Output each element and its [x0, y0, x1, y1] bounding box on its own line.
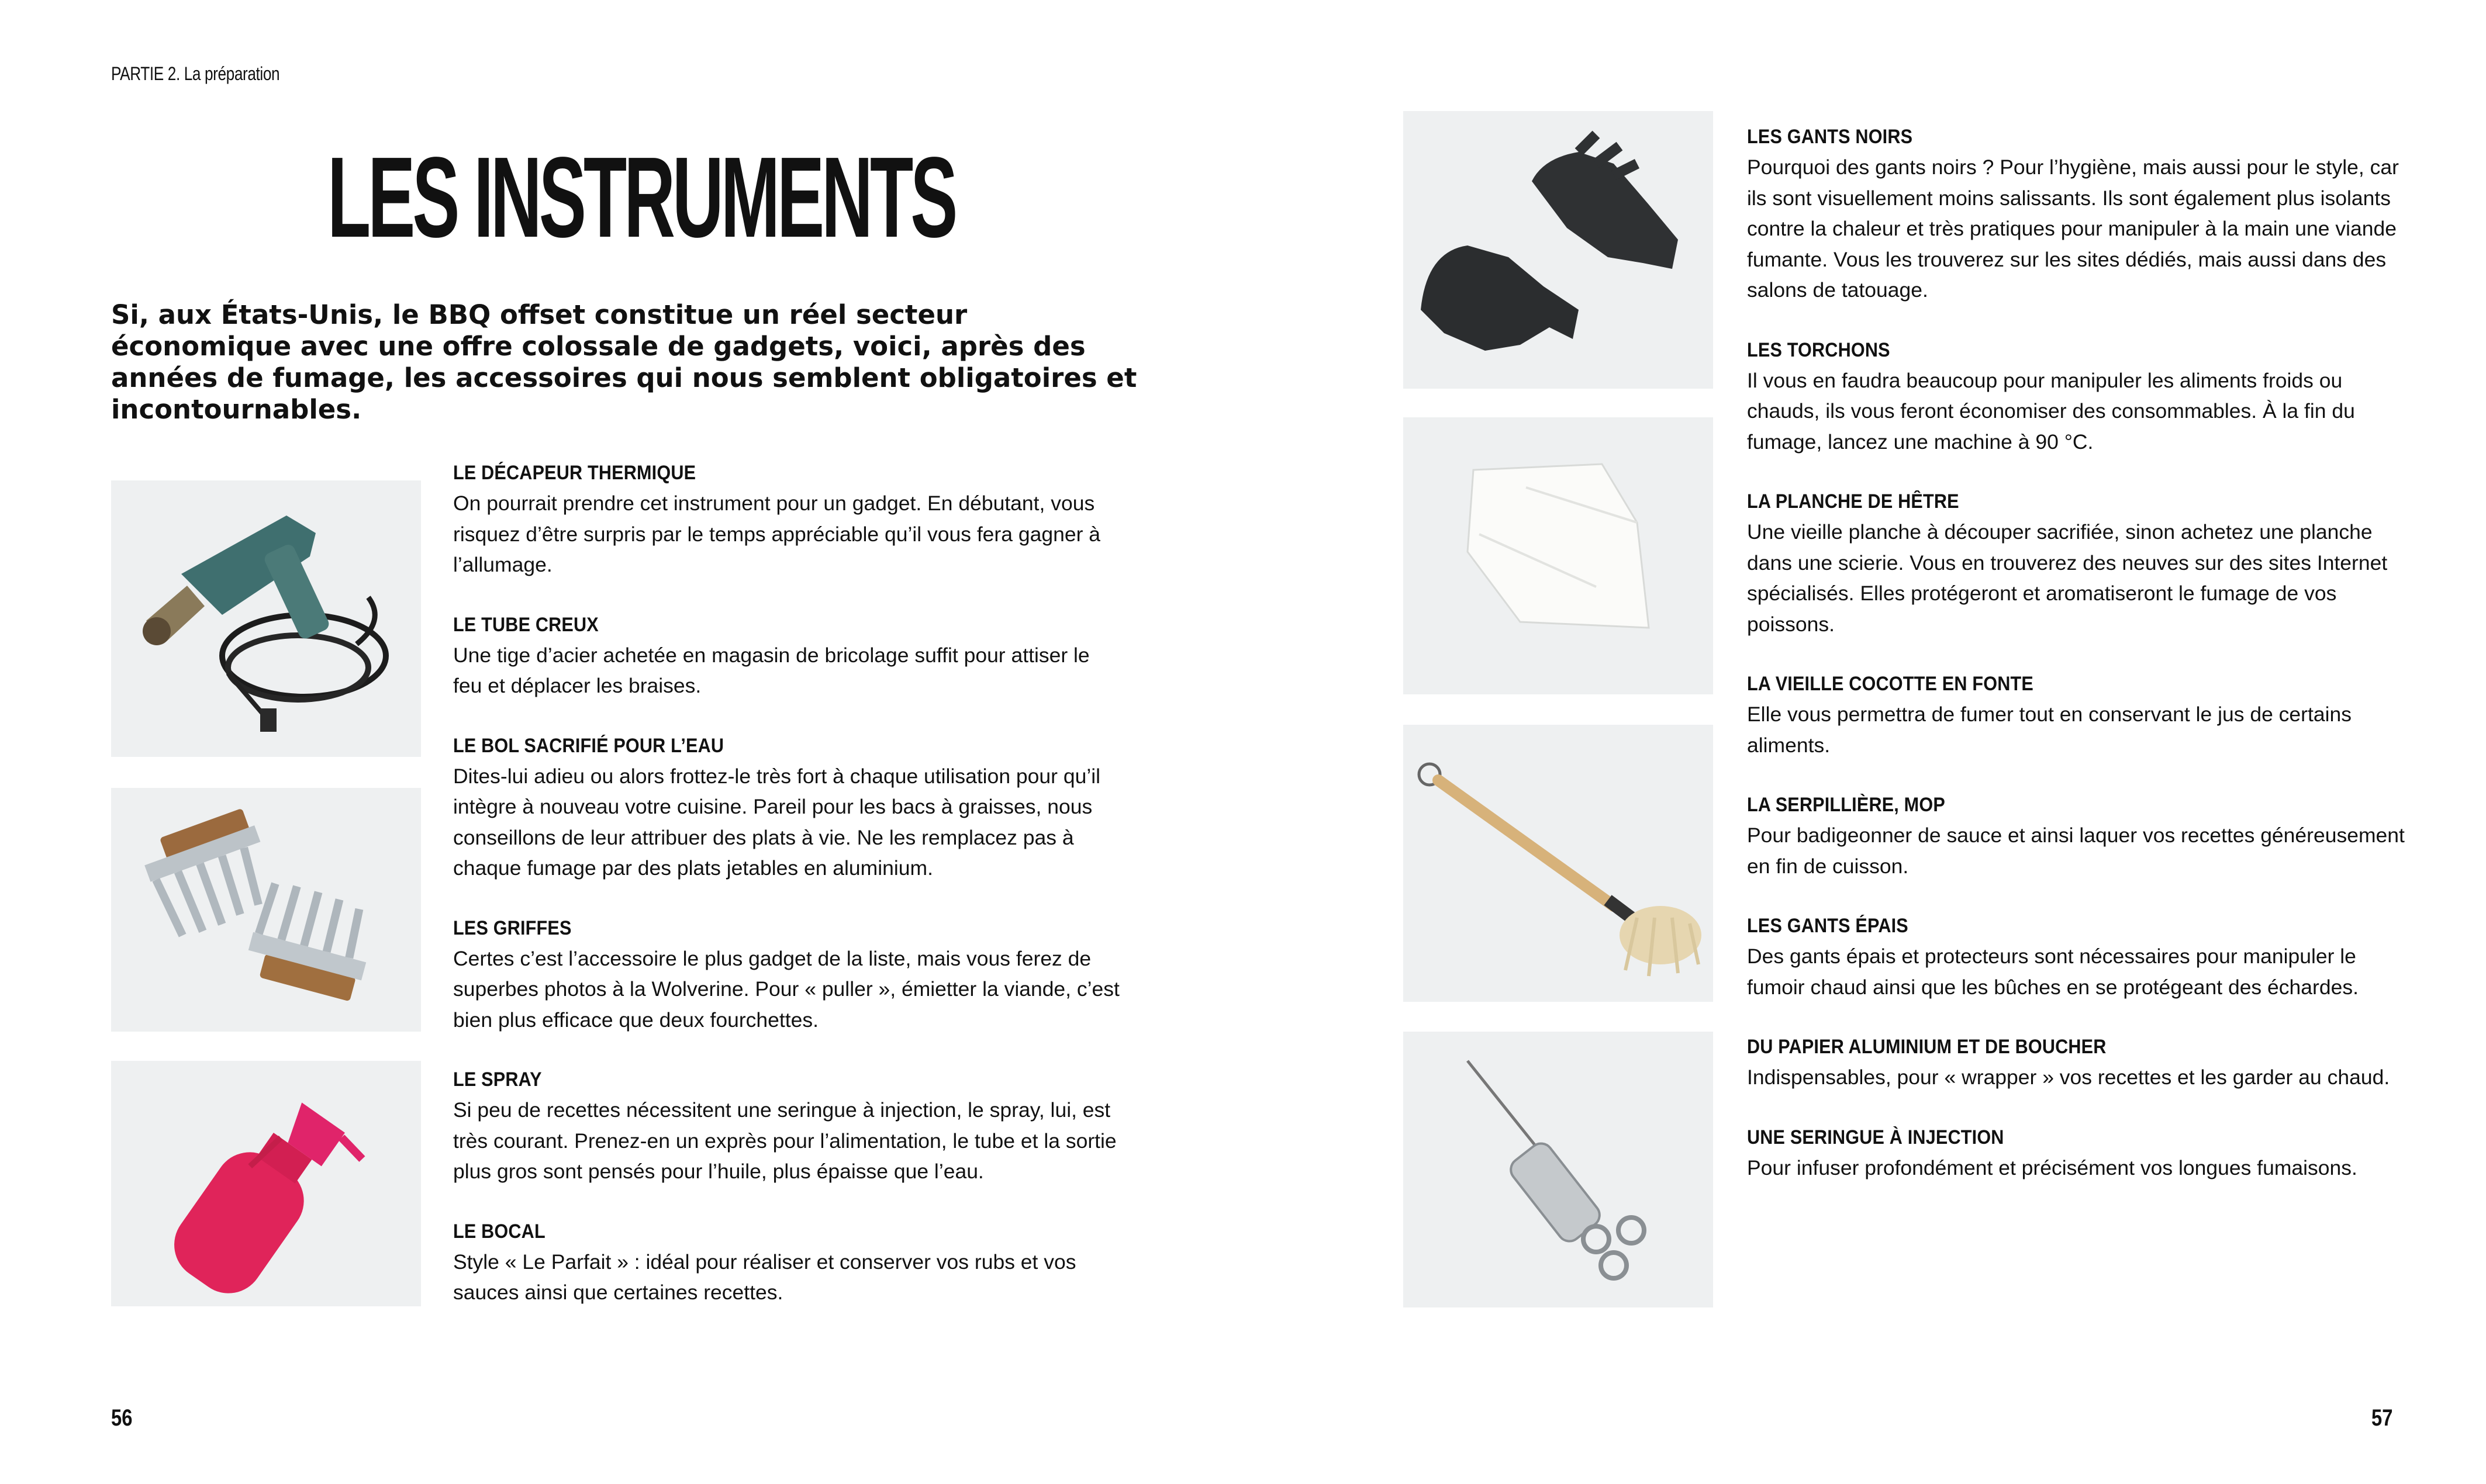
item-text: Dites-lui adieu ou alors frottez-le très fort à chaque utilisation pour qu’il intègre à nouveau votre cuisine. Pareil pour les bacs à graisses, nous conseillons de leur attribuer des plats à vie. Ne les remplacez pas à chaque fumage par des plats jetables en aluminium.: [453, 764, 1100, 880]
item-title: LE DÉCAPEUR THERMIQUE: [453, 462, 696, 484]
black-gloves-photo: [1403, 111, 1713, 389]
item-text: Si peu de recettes nécessitent une seringue à injection, le spray, lui, est très courant. Prenez-en un exprès pour l’alimentation, le tube et la sortie plus gros sont pensés pour l’huile, plus épaisse que l’eau.: [453, 1098, 1117, 1183]
item-text: Une vieille planche à découper sacrifiée, sinon achetez une planche dans une scierie. Vous en trouverez des neuves sur des sites Internet spécialisés. Elles protégeront et aromatiseront le fumage de vos poissons.: [1747, 520, 2388, 636]
item-hollow-tube: [453, 610, 1120, 701]
item-jar: [453, 1216, 1120, 1308]
item-title: LE SPRAY: [453, 1068, 542, 1091]
item-title: LES TORCHONS: [1747, 338, 1890, 361]
item-text: Certes c’est l’accessoire le plus gadget de la liste, mais vous ferez de superbes photos à la Wolverine. Pour « puller », émietter la viande, c’est bien plus efficace que deux fourchettes.: [453, 946, 1120, 1032]
item-title: LE BOCAL: [453, 1220, 545, 1243]
item-text: Indispensables, pour « wrapper » vos recettes et les garder au chaud.: [1747, 1066, 2390, 1089]
item-text: On pourrait prendre cet instrument pour un gadget. En débutant, vous risquez d’être surpris par le temps appréciable qu’il vous fera gagner à l’allumage.: [453, 492, 1101, 576]
page-title: LES INSTRUMENTS: [327, 133, 955, 261]
item-title: UNE SERINGUE À INJECTION: [1747, 1126, 2004, 1149]
item-beech-board: [1747, 486, 2414, 639]
item-cast-iron-pot: [1747, 669, 2414, 760]
item-text: Style « Le Parfait » : idéal pour réaliser et conserver vos rubs et vos sauces ainsi que certaines recettes.: [453, 1250, 1076, 1304]
item-title: LA SERPILLIÈRE, MOP: [1747, 794, 1945, 816]
item-thick-gloves: [1747, 911, 2414, 1002]
item-mop: [1747, 790, 2414, 881]
item-title: LES GANTS NOIRS: [1747, 126, 1913, 148]
item-black-gloves: [1747, 122, 2414, 306]
right-items-column: [1747, 122, 2414, 1212]
item-spray: [453, 1064, 1120, 1187]
right-page: [1243, 0, 2486, 1484]
claws-photo: [111, 788, 421, 1032]
item-text: Une tige d’acier achetée en magasin de bricolage suffit pour attiser le feu et déplacer les braises.: [453, 643, 1090, 697]
heat-gun-photo: [111, 480, 421, 757]
item-text: Elle vous permettra de fumer tout en conservant le jus de certains aliments.: [1747, 703, 2352, 757]
item-heat-gun: [453, 458, 1120, 580]
item-title: DU PAPIER ALUMINIUM ET DE BOUCHER: [1747, 1036, 2107, 1058]
item-title: LE TUBE CREUX: [453, 613, 599, 636]
item-title: LA VIEILLE COCOTTE EN FONTE: [1747, 673, 2033, 695]
towels-photo: [1403, 417, 1713, 694]
spray-bottle-photo: [111, 1061, 421, 1306]
item-towels: [1747, 335, 2414, 458]
item-title: LES GANTS ÉPAIS: [1747, 915, 1908, 937]
intro-paragraph: Si, aux États-Unis, le BBQ offset constitue un réel secteur économique avec une offre colossale de gadgets, voici, après des années de fumage, les accessoires qui nous semblent obligatoires et incontournables.: [111, 299, 1137, 425]
item-water-bowl: [453, 731, 1120, 884]
left-items-column: [453, 458, 1120, 1337]
page-number-right: 57: [2371, 1405, 2392, 1431]
mop-photo: [1403, 725, 1713, 1002]
item-injection-syringe: [1747, 1122, 2414, 1184]
item-title: LE BOL SACRIFIÉ POUR L’EAU: [453, 734, 724, 757]
running-head: PARTIE 2. La préparation: [111, 63, 280, 84]
item-title: LA PLANCHE DE HÊTRE: [1747, 490, 1959, 513]
item-claws: [453, 913, 1120, 1036]
item-text: Il vous en faudra beaucoup pour manipuler les aliments froids ou chauds, ils vous feront économiser des consommables. À la fin du fumage, lancez une machine à 90 °C.: [1747, 368, 2355, 454]
item-text: Pour badigeonner de sauce et ainsi laquer vos recettes généreusement en fin de cuisson.: [1747, 824, 2405, 878]
injection-syringe-photo: [1403, 1032, 1713, 1307]
item-title: LES GRIFFES: [453, 916, 572, 939]
item-foil-butcher-paper: [1747, 1032, 2414, 1093]
page-number-left: 56: [111, 1405, 133, 1431]
item-text: Des gants épais et protecteurs sont nécessaires pour manipuler le fumoir chaud ainsi que les bûches en se protégeant des échardes.: [1747, 945, 2359, 999]
item-text: Pourquoi des gants noirs ? Pour l’hygiène, mais aussi pour le style, car ils sont visuellement moins salissants. Ils sont également plus isolants contre la chaleur et très pratiques pour manipuler à la main une viande fumante. Vous les trouverez sur les sites dédiés, mais aussi dans des salons de tatouage.: [1747, 155, 2399, 302]
item-text: Pour infuser profondément et précisément vos longues fumaisons.: [1747, 1156, 2357, 1179]
